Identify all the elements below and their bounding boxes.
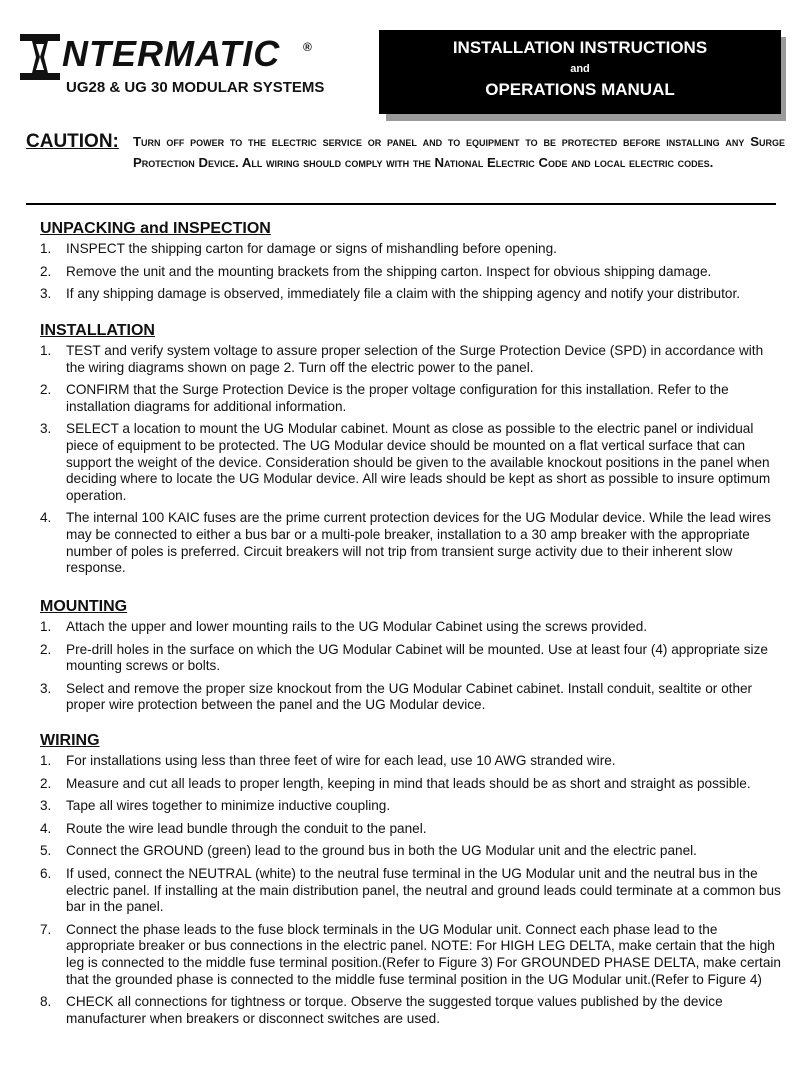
product-subtitle: UG28 & UG 30 MODULAR SYSTEMS: [66, 79, 325, 96]
section-wiring: [40, 731, 785, 1033]
section-title: WIRING: [40, 732, 100, 749]
list-item-number: 1.: [40, 619, 52, 634]
list-item-text: CHECK all connections for tightness or torque. Observe the suggested torque values published by the device manufacturer when breakers or disconnect switches are used.: [66, 994, 723, 1026]
item-list: [40, 619, 785, 714]
list-item-text: Connect the GROUND (green) lead to the ground bus in both the UG Modular unit and the electric panel.: [66, 843, 697, 859]
item-list: [40, 343, 785, 577]
list-item-text: CONFIRM that the Surge Protection Device is the proper voltage configuration for this installation. Refer to the installation diagrams for additional information.: [66, 382, 729, 414]
list-item-text: If any shipping damage is observed, immediately file a claim with the shipping agency and notify your distributor.: [66, 286, 741, 302]
section-title: INSTALLATION: [40, 322, 155, 339]
list-item: [40, 510, 785, 576]
intermatic-logo-icon: [18, 30, 62, 84]
list-item-text: For installations using less than three feet of wire for each lead, use 10 AWG stranded wire.: [66, 753, 616, 768]
list-item-text: Tape all wires together to minimize inductive coupling.: [66, 798, 391, 814]
list-item-number: 1.: [40, 343, 52, 358]
title-box: [379, 30, 781, 114]
list-item: [40, 866, 785, 916]
list-item-number: 2.: [40, 641, 52, 657]
title-and: and: [570, 63, 590, 75]
list-item-number: 4.: [40, 820, 52, 836]
list-item-text: Select and remove the proper size knockout from the UG Modular Cabinet cabinet. Install conduit, sealtite or other proper wire protection between the panel and the UG Modular device.: [66, 680, 753, 713]
list-item-text: TEST and verify system voltage to assure proper selection of the Surge Protection Device (SPD) in accordance with the wiring diagrams shown on page 2. Turn off the electric power to the panel.: [66, 343, 764, 375]
list-item: [40, 382, 785, 415]
list-item-text: The internal 100 KAIC fuses are the prime current protection devices for the UG Modular device. While the lead wires may be connected to either a bus bar or a multi-pole breaker, installation to a 30 amp breaker with the appropriate number of poles is preferred. Circuit breakers will not trip from transient surge activity due to their inherent slow response.: [66, 510, 771, 576]
title-line-1: INSTALLATION INSTRUCTIONS: [452, 38, 708, 57]
intermatic-logo: [18, 30, 348, 86]
list-item-text: Remove the unit and the mounting brackets from the shipping carton. Inspect for obvious shipping damage.: [66, 263, 712, 279]
list-item: [40, 421, 785, 504]
list-item: [40, 922, 785, 988]
list-item: [40, 286, 785, 303]
caution-text: Turn off power to the electric service or panel and to equipment to be protected before installing any Surge Protection Device. All wiring should comply with the National Electric Code and local electric codes.: [133, 134, 785, 170]
list-item: [40, 821, 785, 838]
list-item-number: 1.: [40, 753, 52, 768]
list-item-number: 3.: [40, 286, 52, 302]
item-list: [40, 753, 785, 1027]
list-item-number: 8.: [40, 994, 52, 1010]
list-item-text: INSPECT the shipping carton for damage or signs of mishandling before opening.: [66, 241, 557, 256]
list-item-text: SELECT a location to mount the UG Modular cabinet. Mount as close as possible to the electric panel or individual piece of equipment to be protected. The UG Modular device should be mounted on a flat vertical surface that can support the weight of the device. Consideration should be given to the available knockout positions in the panel when deciding where to locate the UG Modular device. All wire leads should be kept as short as possible to insure optimum operation.: [66, 421, 771, 503]
section-title: MOUNTING: [40, 598, 128, 615]
list-item: [40, 681, 785, 714]
list-item-number: 4.: [40, 510, 52, 526]
divider-rule: [26, 203, 776, 205]
list-item-text: Connect the phase leads to the fuse block terminals in the UG Modular unit. Connect each phase lead to the appropriate breaker or bus connections in the electric panel. NOTE: For HIGH LEG DELTA, make certain that the high leg is connected to the middle fuse terminal position.(Refer to Figure 3) For GROUNDED PHASE DELTA, make certain that the grounded phase is connected to the middle fuse terminal position in the UG Modular unit.(Refer to Figure 4): [66, 921, 781, 987]
list-item-text: Measure and cut all leads to proper length, keeping in mind that leads should be as short and straight as possible.: [66, 775, 751, 791]
list-item-number: 3.: [40, 798, 52, 814]
list-item: [40, 241, 785, 258]
list-item-number: 2.: [40, 382, 52, 398]
list-item-number: 5.: [40, 843, 52, 859]
section-mounting: [40, 597, 785, 720]
list-item: [40, 753, 785, 770]
list-item-number: 2.: [40, 263, 52, 279]
list-item-text: Pre-drill holes in the surface on which the UG Modular Cabinet will be mounted. Use at least four (4) appropriate size mounting screws or bolts.: [66, 641, 768, 674]
list-item-text: Route the wire lead bundle through the conduit to the panel.: [66, 820, 427, 836]
list-item: [40, 843, 785, 860]
list-item: [40, 776, 785, 793]
section-title: UNPACKING and INSPECTION: [40, 220, 271, 237]
list-item-number: 6.: [40, 865, 52, 881]
list-item: [40, 994, 785, 1027]
list-item-number: 3.: [40, 421, 52, 437]
item-list: [40, 241, 785, 303]
section-unpacking: [40, 219, 785, 309]
registered-mark: ®: [303, 40, 312, 54]
list-item: [40, 343, 785, 376]
list-item: [40, 798, 785, 815]
list-item-number: 7.: [40, 921, 52, 937]
list-item-text: If used, connect the NEUTRAL (white) to the neutral fuse terminal in the UG Modular unit and the neutral bus in the electric panel. If installing at the main distribution panel, the neutral and ground leads could terminate at a common bus bar in the panel.: [66, 865, 781, 915]
list-item-text: Attach the upper and lower mounting rails to the UG Modular Cabinet using the screws provided.: [66, 619, 648, 634]
list-item-number: 2.: [40, 775, 52, 791]
list-item: [40, 642, 785, 675]
list-item: [40, 619, 785, 636]
list-item-number: 3.: [40, 680, 52, 696]
section-installation: [40, 321, 785, 583]
caution-label: CAUTION:: [26, 131, 119, 152]
list-item: [40, 264, 785, 281]
title-line-2: OPERATIONS MANUAL: [485, 80, 675, 99]
list-item-number: 1.: [40, 241, 52, 256]
brand-name: NTERMATIC: [62, 33, 281, 74]
